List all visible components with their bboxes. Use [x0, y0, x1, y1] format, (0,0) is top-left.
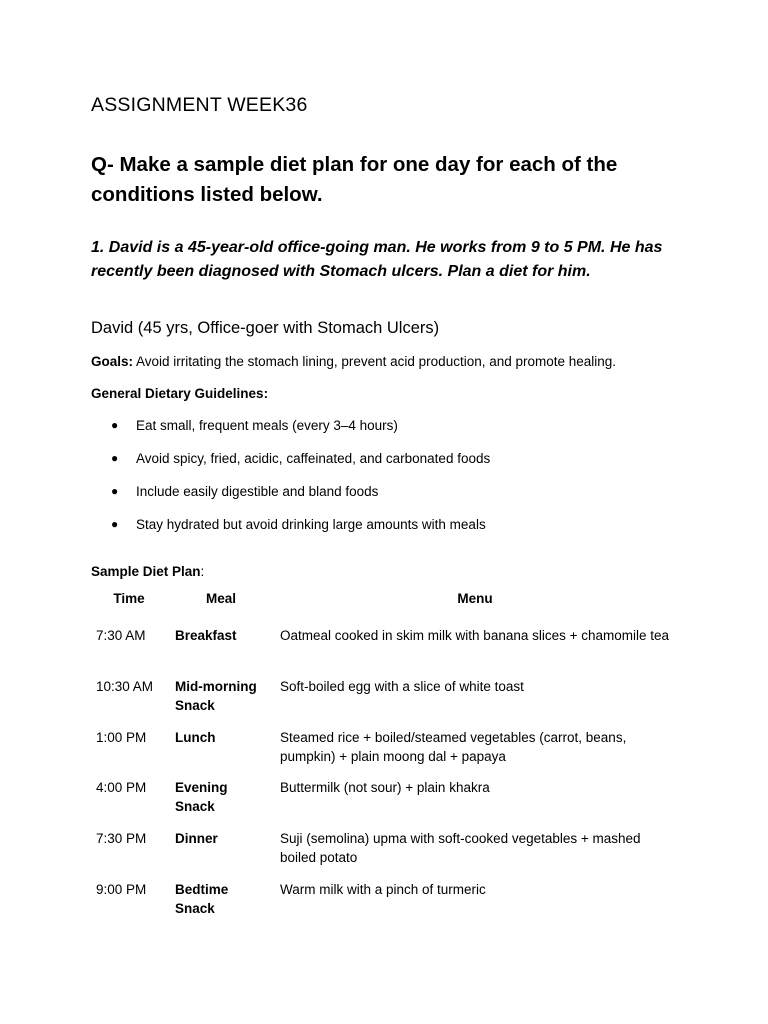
list-item	[111, 484, 490, 517]
condition-statement: 1. David is a 45-year-old office-going man. He works from 9 to 5 PM. He has recently been diagnosed with Stomach ulcers. Plan a diet for him.	[91, 239, 663, 280]
question-heading: Q- Make a sample diet plan for one day for each of the conditions listed below.	[91, 153, 618, 206]
list-item	[111, 451, 490, 484]
cell-menu: Suji (semolina) upma with soft-cooked vegetables + mashed boiled potato	[280, 831, 641, 865]
table-header-row	[90, 588, 680, 620]
bullet-icon: ●	[111, 418, 119, 432]
cell-meal: Evening Snack	[175, 780, 228, 814]
header-time: Time	[113, 591, 145, 606]
goals-text: Avoid irritating the stomach lining, prevent acid production, and promote healing.	[133, 354, 617, 369]
patient-subheading: David (45 yrs, Office-goer with Stomach Ulcers)	[91, 319, 440, 337]
table-row	[90, 671, 680, 722]
goals-label: Goals:	[91, 354, 134, 369]
guidelines-list	[111, 418, 490, 550]
guideline-text: Avoid spicy, fried, acidic, caffeinated, and carbonated foods	[136, 451, 491, 466]
cell-menu: Steamed rice + boiled/steamed vegetables (carrot, beans, pumpkin) + plain moong dal + papaya	[280, 730, 627, 764]
header-menu: Menu	[457, 591, 493, 606]
diet-plan-table	[90, 588, 680, 924]
table-row	[90, 772, 680, 823]
plan-heading-text: Sample Diet Plan	[91, 564, 201, 579]
plan-heading-colon: :	[200, 564, 205, 579]
goals-paragraph	[91, 354, 616, 369]
cell-menu: Buttermilk (not sour) + plain khakra	[280, 780, 490, 795]
cell-meal: Lunch	[175, 730, 216, 745]
bullet-icon: ●	[111, 517, 119, 531]
cell-meal: Mid-morning Snack	[175, 679, 257, 713]
table-row	[90, 874, 680, 924]
cell-time: 1:00 PM	[96, 730, 147, 745]
cell-meal: Dinner	[175, 831, 218, 846]
header-meal: Meal	[205, 591, 236, 606]
table-row	[90, 620, 680, 671]
guideline-text: Include easily digestible and bland foods	[136, 484, 379, 499]
cell-menu: Oatmeal cooked in skim milk with banana slices + chamomile tea	[280, 628, 670, 643]
cell-time: 10:30 AM	[96, 679, 154, 694]
list-item	[111, 418, 490, 451]
cell-meal: Bedtime Snack	[175, 882, 229, 916]
cell-time: 4:00 PM	[96, 780, 147, 795]
plan-heading	[91, 564, 204, 579]
guideline-text: Stay hydrated but avoid drinking large amounts with meals	[136, 517, 486, 532]
list-item	[111, 517, 490, 550]
table-row	[90, 722, 680, 772]
cell-time: 7:30 PM	[96, 831, 147, 846]
cell-meal: Breakfast	[175, 628, 237, 643]
cell-time: 7:30 AM	[96, 628, 146, 643]
cell-time: 9:00 PM	[96, 882, 147, 897]
bullet-icon: ●	[111, 484, 119, 498]
cell-menu: Warm milk with a pinch of turmeric	[280, 882, 486, 897]
guideline-text: Eat small, frequent meals (every 3–4 hours)	[136, 418, 398, 433]
bullet-icon: ●	[111, 451, 119, 465]
guidelines-heading: General Dietary Guidelines:	[91, 386, 269, 401]
assignment-title: ASSIGNMENT WEEK36	[91, 94, 308, 116]
table-row	[90, 823, 680, 874]
cell-menu: Soft-boiled egg with a slice of white toast	[280, 679, 524, 694]
